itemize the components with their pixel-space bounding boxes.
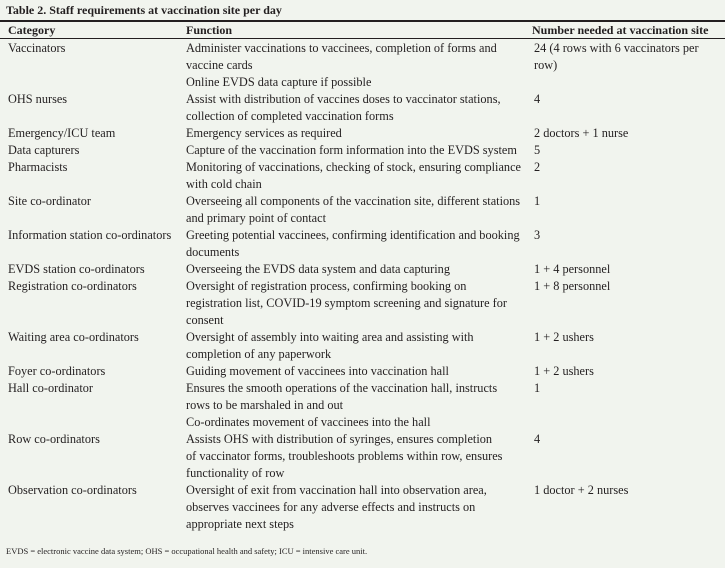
function-line: Guiding movement of vaccinees into vaccination hall bbox=[186, 364, 449, 378]
function-line: Monitoring of vaccinations, checking of stock, ensuring compliance bbox=[186, 160, 521, 174]
number-line: 4 bbox=[534, 432, 541, 446]
function-line: Oversight of exit from vaccination hall into observation area, bbox=[186, 483, 487, 497]
function-line: Emergency services as required bbox=[186, 126, 342, 140]
cell-category: Waiting area co-ordinators bbox=[8, 330, 139, 344]
function-line: vaccine cards bbox=[186, 58, 253, 72]
table-row bbox=[0, 91, 725, 125]
function-line: Overseeing the EVDS data system and data capturing bbox=[186, 262, 450, 276]
number-line: row) bbox=[534, 58, 558, 72]
number-line: 4 bbox=[534, 92, 541, 106]
cell-function bbox=[186, 142, 532, 159]
function-line: Capture of the vaccination form information into the EVDS system bbox=[186, 143, 517, 157]
number-line: 2 bbox=[534, 160, 541, 174]
header-number: Number needed at vaccination site bbox=[532, 23, 709, 37]
table-row bbox=[0, 278, 725, 329]
table-row bbox=[0, 40, 725, 91]
number-line: 1 bbox=[534, 194, 541, 208]
cell-function bbox=[186, 193, 532, 227]
function-line: Co-ordinates movement of vaccinees into the hall bbox=[186, 415, 431, 429]
cell-category: Observation co-ordinators bbox=[8, 483, 137, 497]
cell-category: Vaccinators bbox=[8, 41, 66, 55]
cell-category: Hall co-ordinator bbox=[8, 381, 94, 395]
function-line: Assist with distribution of vaccines doses to vaccinator stations, bbox=[186, 92, 501, 106]
cell-category: Information station co-ordinators bbox=[8, 228, 172, 242]
function-line: collection of completed vaccination forms bbox=[186, 109, 394, 123]
number-line: 1 + 2 ushers bbox=[534, 330, 594, 344]
function-line: Administer vaccinations to vaccinees, completion of forms and bbox=[186, 41, 497, 55]
table-row bbox=[0, 159, 725, 193]
cell-number bbox=[532, 380, 724, 431]
cell-category: Foyer co-ordinators bbox=[8, 364, 106, 378]
cell-function bbox=[186, 278, 532, 329]
cell-number bbox=[532, 227, 724, 261]
cell-function bbox=[186, 363, 532, 380]
number-line: 1 bbox=[534, 381, 541, 395]
cell-number bbox=[532, 91, 724, 125]
header-rule bbox=[0, 38, 725, 39]
table-row bbox=[0, 261, 725, 278]
table-row bbox=[0, 329, 725, 363]
cell-function bbox=[186, 91, 532, 125]
number-line: 1 + 4 personnel bbox=[534, 262, 611, 276]
table-row bbox=[0, 431, 725, 482]
cell-category: Row co-ordinators bbox=[8, 432, 100, 446]
cell-category: Registration co-ordinators bbox=[8, 279, 137, 293]
function-line: functionality of row bbox=[186, 466, 285, 480]
cell-function bbox=[186, 125, 532, 142]
number-line: 5 bbox=[534, 143, 541, 157]
cell-number bbox=[532, 329, 724, 363]
cell-number bbox=[532, 261, 724, 278]
number-line: 24 (4 rows with 6 vaccinators per bbox=[534, 41, 699, 55]
cell-function bbox=[186, 329, 532, 363]
cell-function bbox=[186, 227, 532, 261]
cell-function bbox=[186, 159, 532, 193]
cell-category: OHS nurses bbox=[8, 92, 68, 106]
cell-number bbox=[532, 482, 724, 533]
function-line: of vaccinator forms, troubleshoots problems within row, ensures bbox=[186, 449, 503, 463]
function-line: rows to be marshaled in and out bbox=[186, 398, 344, 412]
number-line: 1 doctor + 2 nurses bbox=[534, 483, 629, 497]
cell-number bbox=[532, 125, 724, 142]
table-row bbox=[0, 227, 725, 261]
table-row bbox=[0, 142, 725, 159]
function-line: Ensures the smooth operations of the vaccination hall, instructs bbox=[186, 381, 498, 395]
function-line: Online EVDS data capture if possible bbox=[186, 75, 372, 89]
cell-function bbox=[186, 261, 532, 278]
footnote: EVDS = electronic vaccine data system; OHS = occupational health and safety; ICU = intensive care unit. bbox=[6, 546, 368, 556]
function-line: with cold chain bbox=[186, 177, 262, 191]
cell-number bbox=[532, 363, 724, 380]
cell-category: Pharmacists bbox=[8, 160, 68, 174]
cell-category: Site co-ordinator bbox=[8, 194, 91, 208]
function-line: Greeting potential vaccinees, confirming identification and booking bbox=[186, 228, 520, 242]
cell-function bbox=[186, 380, 532, 431]
table-row bbox=[0, 125, 725, 142]
cell-number bbox=[532, 142, 724, 159]
function-line: Assists OHS with distribution of syringes, ensures completion bbox=[186, 432, 493, 446]
header-category: Category bbox=[8, 23, 56, 37]
table-body bbox=[0, 40, 725, 533]
cell-category: Emergency/ICU team bbox=[8, 126, 116, 140]
function-line: appropriate next steps bbox=[186, 517, 294, 531]
cell-category: Data capturers bbox=[8, 143, 80, 157]
table-row bbox=[0, 193, 725, 227]
table-row bbox=[0, 482, 725, 533]
number-line: 1 + 2 ushers bbox=[534, 364, 594, 378]
top-rule bbox=[0, 20, 725, 22]
cell-function bbox=[186, 431, 532, 482]
number-line: 3 bbox=[534, 228, 541, 242]
number-line: 2 doctors + 1 nurse bbox=[534, 126, 629, 140]
cell-number bbox=[532, 159, 724, 193]
number-line: 1 + 8 personnel bbox=[534, 279, 611, 293]
header-function: Function bbox=[186, 23, 233, 37]
function-line: documents bbox=[186, 245, 240, 259]
cell-category: EVDS station co-ordinators bbox=[8, 262, 145, 276]
cell-number bbox=[532, 193, 724, 227]
cell-number bbox=[532, 431, 724, 482]
cell-function bbox=[186, 482, 532, 533]
cell-number bbox=[532, 278, 724, 329]
function-line: completion of any paperwork bbox=[186, 347, 332, 361]
table-row bbox=[0, 380, 725, 431]
function-line: Overseeing all components of the vaccination site, different stations bbox=[186, 194, 521, 208]
function-line: observes vaccinees for any adverse effects and instructs on bbox=[186, 500, 476, 514]
function-line: registration list, COVID-19 symptom screening and signature for bbox=[186, 296, 508, 310]
function-line: Oversight of registration process, confirming booking on bbox=[186, 279, 467, 293]
function-line: and primary point of contact bbox=[186, 211, 327, 225]
function-line: Oversight of assembly into waiting area and assisting with bbox=[186, 330, 474, 344]
table-title: Table 2. Staff requirements at vaccination site per day bbox=[6, 3, 282, 17]
cell-function bbox=[186, 40, 532, 91]
table-row bbox=[0, 363, 725, 380]
function-line: consent bbox=[186, 313, 224, 327]
cell-number bbox=[532, 40, 724, 91]
